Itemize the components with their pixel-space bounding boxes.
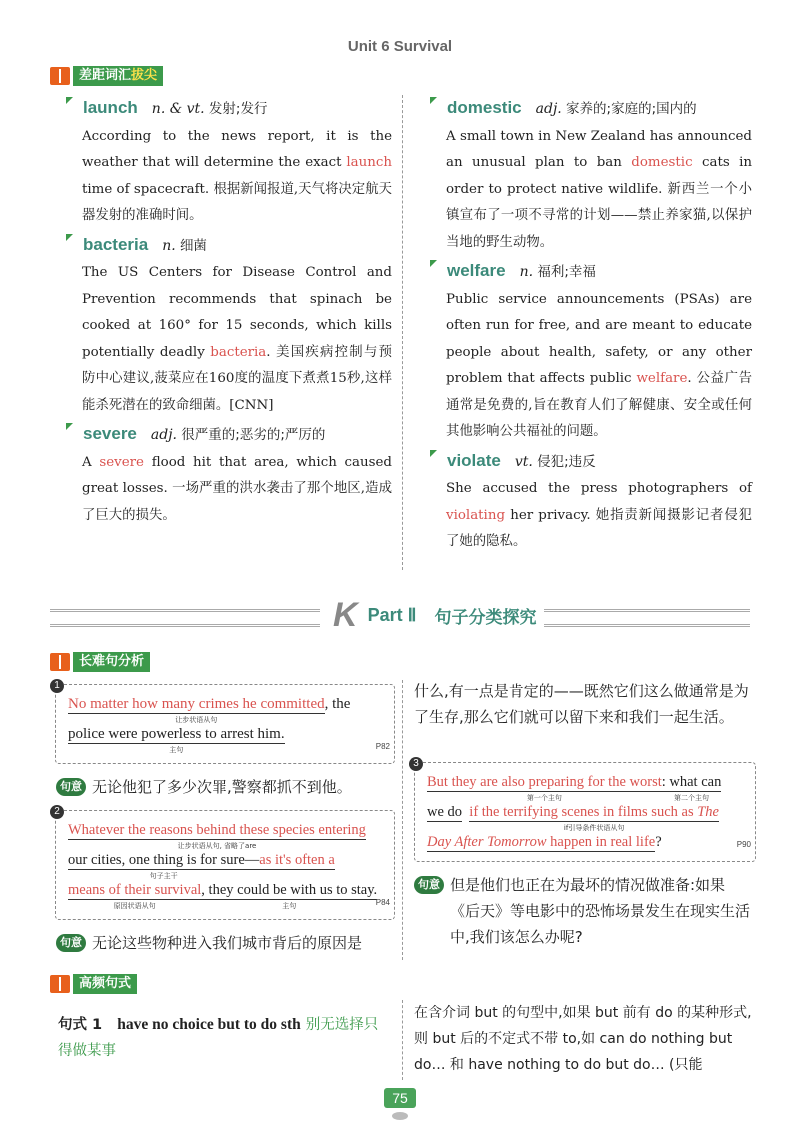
- vocab-word: severe: [83, 424, 137, 443]
- sentence-box-2: [54, 806, 395, 920]
- vocab-word: launch: [83, 98, 138, 117]
- highlighted-word: violating: [446, 507, 506, 523]
- meaning: 福利;幸福: [537, 264, 596, 280]
- vocab-left-column: [66, 95, 392, 531]
- clause-concessive: Whatever the reasons behind these species entering 让步状语从句, 省略了are: [68, 822, 366, 850]
- vocab-entry-severe: [66, 421, 392, 529]
- meaning: 发射;发行: [208, 101, 268, 117]
- example-sentence: According to the news report, it is the weather that will determine the exact launch time of spacecraft. 根据新闻报道,天气将决定航天器发射的准确时间。: [82, 128, 392, 223]
- part-of-speech: n.: [519, 264, 534, 280]
- clause-concessive: No matter how many crimes he committed 让步状语从句: [68, 696, 325, 724]
- clause-conditional-cont: Day After Tomorrow happen in real life: [427, 834, 656, 850]
- clause-reason-cont: means of their survival 原因状语从句: [68, 882, 202, 910]
- clause-second-main-cont: we do: [427, 804, 463, 820]
- sentence-2-translation-cont: 什么,有一点是肯定的——既然它们这么做通常是为了生存,那么它们就可以留下来和我们一起生活。: [414, 682, 749, 726]
- pattern-number: 句式 1: [58, 1017, 103, 1033]
- entry-marker-icon: [66, 234, 73, 241]
- clause-annotation: 原因状语从句: [113, 902, 156, 910]
- part-of-speech: n.: [162, 237, 176, 254]
- sentence-number-badge: 3: [409, 757, 423, 771]
- clause-annotation: 句子主干: [149, 872, 178, 880]
- vocab-entry-launch: [66, 95, 392, 230]
- clause-reason: as it's often a: [259, 852, 335, 868]
- clause-annotation: 第二个主句: [674, 794, 710, 802]
- book-icon: [50, 975, 70, 993]
- sentence-1-translation: 句意 无论他犯了多少次罪,警察都抓不到他。: [56, 774, 396, 800]
- book-icon: [50, 653, 70, 671]
- vocab-word: domestic: [447, 98, 522, 117]
- example-sentence: Public service announcements (PSAs) are often run for free, and are meant to educate people about health, safety, or any other problem that affects public welfare. 公益广告通常是免费的,旨在教育人们了解健康、安全或任何其他影响公共福祉的问题。: [446, 291, 752, 439]
- part-of-speech: vt.: [514, 453, 533, 470]
- vocab-entry-domestic: [430, 95, 752, 256]
- highlighted-word: domestic: [631, 155, 693, 170]
- column-divider-3: [402, 1000, 403, 1080]
- clause-annotation: 主句: [169, 746, 184, 754]
- meaning-badge: 句意: [56, 778, 86, 796]
- clause-annotation: if引导条件状语从句: [563, 824, 625, 832]
- clause-annotation: 让步状语从句, 省略了are: [177, 842, 257, 850]
- banner-rule-left: [50, 609, 320, 627]
- page-reference: P84: [375, 898, 390, 907]
- part-letter-icon: K: [333, 596, 358, 634]
- frequent-pattern-section-label: [50, 974, 137, 994]
- part-banner: [50, 596, 750, 634]
- pattern-chinese: 别无选择只得做某事: [58, 1017, 379, 1059]
- pattern-1-explanation: 在含介词 but 的句型中,如果 but 前有 do 的某种形式,则 but 后的不定式不带 to,如 can do nothing but do… 和 have nothing to do but do… (只能: [414, 1005, 752, 1073]
- clause-annotation: 第一个主句: [526, 794, 562, 802]
- meaning-badge: 句意: [414, 876, 444, 894]
- clause-annotation: 主句: [282, 902, 297, 910]
- highlighted-word: launch: [346, 155, 392, 170]
- vocab-entry-violate: [430, 448, 752, 556]
- vocab-section-label: [50, 66, 163, 86]
- sentence-3-translation: 句意 但是他们也正在为最坏的情况做准备:如果《后天》等电影中的恐怖场景发生在现实生活中,我们该怎么办呢?: [414, 872, 754, 950]
- part-of-speech: adj.: [535, 101, 562, 117]
- page-reference: P82: [375, 742, 390, 751]
- vocab-word: bacteria: [83, 234, 149, 254]
- vocab-right-column: [430, 95, 752, 558]
- clause-main: police were powerless to arrest him. 主句: [68, 726, 285, 754]
- vocab-label-main: 差距词汇: [79, 68, 132, 83]
- meaning: 家养的;家庭的;国内的: [566, 101, 697, 117]
- column-divider: [402, 95, 403, 570]
- clause-first-main: But they are also preparing for the worst 第一个主句: [427, 774, 662, 802]
- example-sentence: A severe flood hit that area, which caused great losses. 一场严重的洪水袭击了那个地区,造成了巨大的损失。: [82, 454, 392, 523]
- long-sentence-section-label: [50, 652, 150, 672]
- meaning: 细菌: [179, 237, 207, 254]
- example-sentence: She accused the press photographers of violating her privacy. 她指责新闻摄影记者侵犯了她的隐私。: [446, 481, 752, 549]
- unit-header: Unit 6 Survival: [347, 38, 453, 55]
- page-reference: P90: [736, 840, 751, 849]
- entry-marker-icon: [66, 97, 73, 104]
- meaning: 侵犯;违反: [537, 453, 596, 470]
- vocab-word: violate: [447, 450, 501, 470]
- clause-annotation: 让步状语从句: [175, 716, 218, 724]
- example-sentence: A small town in New Zealand has announced an unusual plan to ban domestic cats in order to protect native wildlife. 新西兰一个小镇宣布了一项不寻常的计划——禁止养家猫,以保护当地的野生动物。: [446, 128, 753, 250]
- book-icon: [50, 67, 70, 85]
- part-title: 句子分类探究: [434, 607, 537, 628]
- clause-main: , they could be with us to stay. 主句: [201, 882, 378, 910]
- frequent-pattern-label: 高频句式: [73, 974, 137, 994]
- meaning: 很严重的;恶劣的;严厉的: [181, 427, 326, 443]
- vocab-word: welfare: [447, 261, 506, 280]
- long-sentence-label: 长难句分析: [73, 652, 150, 672]
- vocab-entry-bacteria: [66, 232, 392, 420]
- clause-conditional: if the terrifying scenes in films such as The if引导条件状语从句: [469, 804, 719, 832]
- banner-rule-right: [530, 609, 750, 627]
- vocab-label-highlight: 拔尖: [131, 68, 158, 83]
- entry-marker-icon: [430, 450, 437, 457]
- pattern-1: [58, 1012, 388, 1064]
- sentence-box-3: 3 But they are also preparing for the worst 第一个主句 : what can 第二个主句 we do if the terrifying scenes in films such as The if引导条件状语从句 Day After Tomorrow happen in real life? P90: [414, 762, 756, 862]
- part-of-speech: adj.: [150, 427, 177, 443]
- example-sentence: The US Centers for Disease Control and Prevention recommends that spinach be cooked at 160° for 15 seconds, which kills potentially deadly bacteria. 美国疾病控制与预防中心建议,菠菜应在160度的温度下煮煮15秒,这样能杀死潜在的致命细菌。[CNN]: [82, 265, 392, 413]
- highlighted-word: welfare: [636, 371, 688, 386]
- vocab-entry-welfare: [430, 258, 752, 446]
- highlighted-word: severe: [99, 454, 144, 470]
- meaning-badge: 句意: [56, 934, 86, 952]
- entry-marker-icon: [430, 97, 437, 104]
- pattern-english: have no choice but to do sth: [117, 1016, 301, 1033]
- page-number: 75: [384, 1088, 416, 1108]
- bird-decoration-icon: [392, 1112, 408, 1120]
- part-label: Part Ⅱ: [367, 604, 417, 625]
- highlighted-word: bacteria: [210, 344, 267, 360]
- column-divider-2: [402, 680, 403, 960]
- clause-main-trunk: our cities, one thing is for sure— 句子主干: [68, 852, 260, 880]
- sentence-box-1: 1 No matter how many crimes he committed 让步状语从句 , the police were powerless to arrest him. 主句 P82: [55, 684, 395, 764]
- sentence-2-translation: 句意 无论这些物种进入我们城市背后的原因是: [56, 930, 396, 956]
- sentence-number-badge: 1: [50, 679, 64, 693]
- clause-second-main: : what can 第二个主句: [661, 774, 722, 802]
- entry-marker-icon: [66, 423, 73, 430]
- sentence-number-badge: 2: [50, 805, 64, 819]
- part-of-speech: n. & vt.: [151, 101, 205, 117]
- entry-marker-icon: [430, 260, 437, 267]
